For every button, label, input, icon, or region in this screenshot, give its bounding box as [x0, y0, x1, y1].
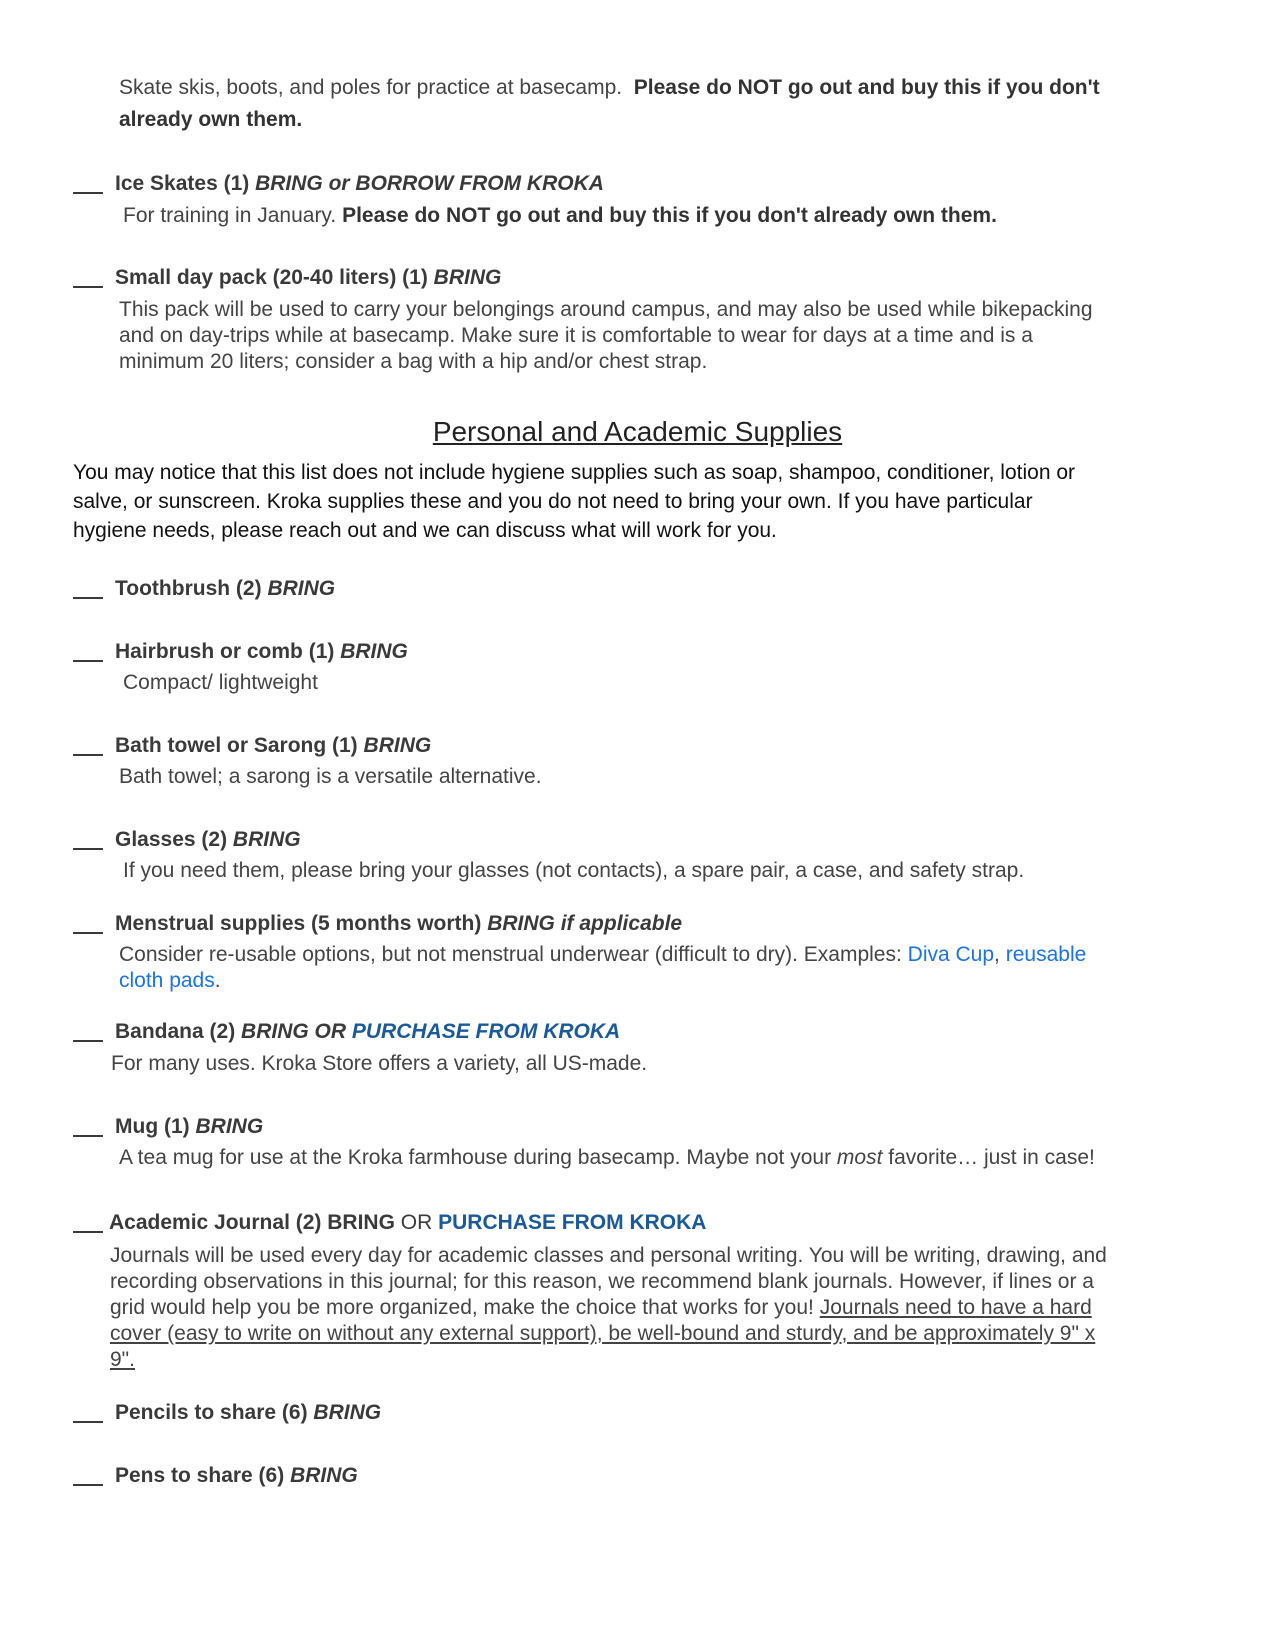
item-tag: BRING OR [241, 1020, 347, 1043]
checkbox-blank[interactable] [73, 658, 103, 662]
towel-desc: Bath towel; a sarong is a versatile alternative. [119, 765, 542, 788]
day-pack-desc-1: This pack will be used to carry your belongings around campus, and may also be used while bikepacking [119, 298, 1093, 321]
item-tag: BRING [313, 1401, 382, 1424]
checkbox-blank[interactable] [73, 1419, 103, 1423]
journal-desc-4: cover (easy to write on without any external support), be well-bound and sturdy, and be approximately 9" x [110, 1322, 1096, 1345]
intro-line-2: salve, or sunscreen. Kroka supplies these and you do not need to bring your own. If you have particular [73, 490, 1033, 513]
checkbox-blank[interactable] [73, 1133, 103, 1137]
item-name: Bath towel or Sarong (1) [115, 734, 358, 757]
checkbox-blank[interactable] [73, 1229, 103, 1233]
checkbox-blank[interactable] [73, 284, 103, 288]
journal-desc-3 [110, 1294, 1092, 1321]
item-name: Small day pack (20-40 liters) (1) [115, 266, 428, 289]
hairbrush-desc: Compact/ lightweight [123, 671, 318, 694]
item-tag-or: OR [400, 1211, 433, 1234]
bandana-desc: For many uses. Kroka Store offers a variety, all US-made. [111, 1052, 648, 1075]
day-pack-desc-3: minimum 20 liters; consider a bag with a hip and/or chest strap. [119, 350, 708, 373]
journal-desc-2: recording observations in this journal; for this reason, we recommend blank journals. However, if lines or a [110, 1270, 1094, 1293]
checkbox-blank[interactable] [73, 930, 103, 934]
desc-text: grid would help you be more organized, make the choice that works for you! [110, 1296, 814, 1319]
skate-desc-line1 [119, 74, 1100, 101]
item-day-pack [73, 264, 501, 291]
item-pencils [73, 1399, 381, 1426]
skate-desc-text: Skate skis, boots, and poles for practice at basecamp. [119, 76, 623, 99]
item-tag: BRING [232, 828, 301, 851]
checkbox-blank[interactable] [73, 846, 103, 850]
skate-desc-warning: Please do NOT go out and buy this if you don't [633, 76, 1100, 99]
desc-text-end: favorite… just in case! [888, 1146, 1095, 1169]
menstrual-desc-1 [119, 941, 1086, 968]
checkbox-blank[interactable] [73, 190, 103, 194]
desc-text: For training in January. [123, 204, 337, 227]
item-journal [73, 1209, 706, 1236]
checkbox-blank[interactable] [73, 1482, 103, 1486]
desc-text: Consider re-usable options, but not menstrual underwear (difficult to dry). Examples: [119, 943, 902, 966]
intro-line-3: hygiene needs, please reach out and we can discuss what will work for you. [73, 519, 777, 542]
glasses-desc: If you need them, please bring your glasses (not contacts), a spare pair, a case, and safety strap. [123, 859, 1025, 882]
separator: , [994, 943, 1000, 966]
item-name: Pens to share (6) [115, 1464, 285, 1487]
period: . [214, 969, 221, 992]
section-title-text: Personal and Academic Supplies [432, 416, 843, 447]
desc-text: A tea mug for use at the Kroka farmhouse during basecamp. Maybe not your [119, 1146, 832, 1169]
item-tag: BRING [195, 1115, 264, 1138]
item-name: Toothbrush (2) [115, 577, 262, 600]
journal-desc-1: Journals will be used every day for academic classes and personal writing. You will be writing, drawing, and [110, 1244, 1107, 1267]
item-name: Pencils to share (6) [115, 1401, 308, 1424]
item-name: Hairbrush or comb (1) [115, 640, 335, 663]
item-hairbrush [73, 638, 408, 665]
item-name: Mug (1) [115, 1115, 190, 1138]
item-mug [73, 1113, 263, 1140]
diva-cup-link[interactable]: Diva Cup [907, 943, 995, 966]
item-towel [73, 732, 431, 759]
item-tag: BRING [340, 640, 408, 663]
item-name: Academic Journal (2) [109, 1211, 322, 1234]
checkbox-blank[interactable] [73, 752, 103, 756]
mug-desc [119, 1144, 1095, 1171]
item-glasses [73, 826, 301, 853]
desc-requirement: Journals need to have a hard [819, 1296, 1092, 1319]
item-tag: BRING [267, 577, 336, 600]
intro-line-1: You may notice that this list does not include hygiene supplies such as soap, shampoo, conditioner, lotion or [73, 461, 1076, 484]
item-name: Bandana (2) [115, 1020, 236, 1043]
item-pens [73, 1462, 358, 1489]
purchase-link[interactable]: PURCHASE FROM KROKA [351, 1020, 621, 1043]
item-tag: BRING or BORROW FROM KROKA [255, 172, 604, 195]
item-ice-skates [73, 170, 604, 197]
cloth-pads-link-cont[interactable]: cloth pads [119, 969, 215, 992]
checkbox-blank[interactable] [73, 595, 103, 599]
item-name: Glasses (2) [115, 828, 228, 851]
item-menstrual [73, 910, 682, 937]
day-pack-desc-2: and on day-trips while at basecamp. Make sure it is comfortable to wear for days at a time and is a [119, 324, 1033, 347]
item-name: Menstrual supplies (5 months worth) [115, 912, 482, 935]
checkbox-blank[interactable] [73, 1038, 103, 1042]
desc-emphasis: most [836, 1146, 883, 1169]
item-tag: BRING [363, 734, 432, 757]
cloth-pads-link[interactable]: reusable [1005, 943, 1087, 966]
skate-desc-line2: already own them. [119, 108, 303, 131]
item-tag: BRING if applicable [487, 912, 683, 935]
desc-warning: Please do NOT go out and buy this if you don't already own them. [342, 204, 997, 227]
item-tag: BRING [290, 1464, 358, 1487]
menstrual-desc-2 [119, 967, 221, 994]
journal-desc-5: 9". [110, 1348, 135, 1371]
item-tag: BRING [433, 266, 502, 289]
ice-skates-desc [123, 202, 997, 229]
item-name: Ice Skates (1) [115, 172, 250, 195]
item-toothbrush [73, 575, 335, 602]
item-tag: BRING [327, 1211, 395, 1234]
section-title [0, 416, 1275, 448]
purchase-link[interactable]: PURCHASE FROM KROKA [438, 1211, 707, 1234]
item-bandana [73, 1018, 620, 1045]
